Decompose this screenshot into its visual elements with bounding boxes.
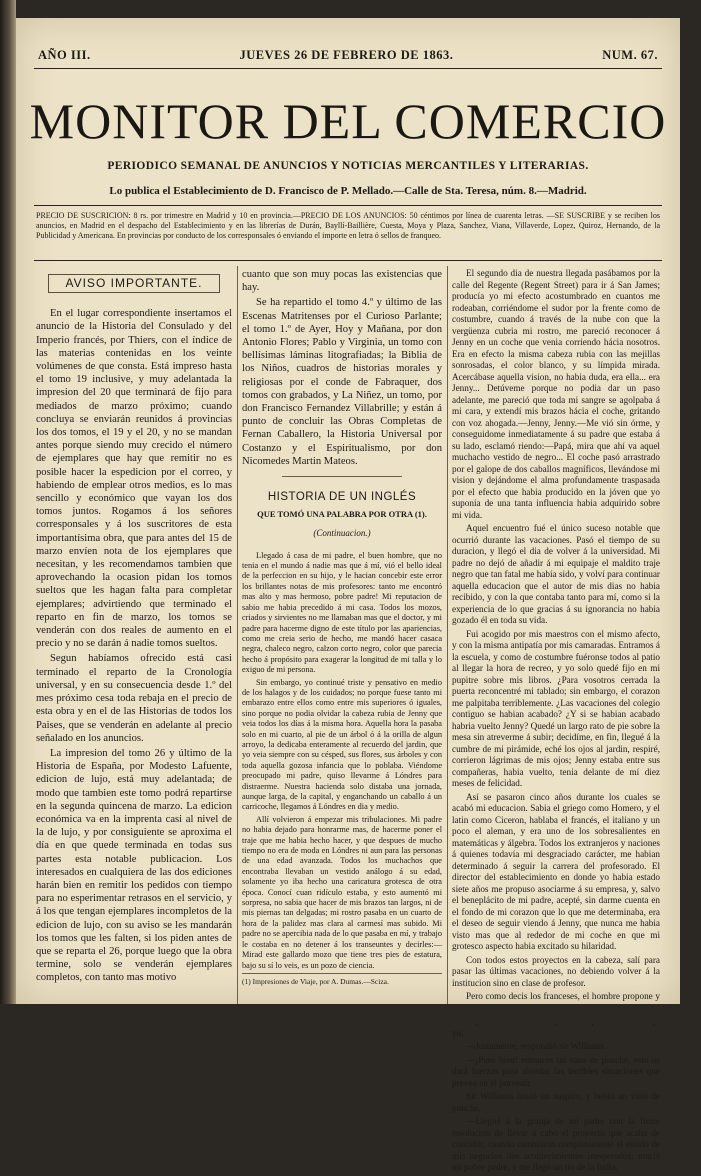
story-subtitle: QUE TOMÓ UNA PALABRA POR OTRA (1). bbox=[257, 509, 427, 520]
column-divider-1 bbox=[237, 266, 238, 1006]
story-footnote: (1) Impresiones de Viaje, por A. Dumas.—Sciza. bbox=[242, 973, 442, 987]
story-paragraph: Con todos estos proyectos en la cabeza, salí para pasar las últimas vacaciones, no debiendo volver á la institucion sino en clase de profesor. bbox=[452, 954, 660, 988]
aviso-paragraph: La impresion del tomo 26 y último de la Historia de España, por Modesto Lafuente, edicion de lujo, está muy adelantada; de modo que tambien este tomo podrá repartirse en la segunda quincena de marzo. La edicion económica va en la imprenta casi al nivel de la de lujo, y por consiguiente se aproxima el día en que quede terminada en todas sus partes esta notable publicacion. Los interesados en cualquiera de las dos ediciones harán bien en remitir los pedidos con tiempo para no esperimentar retrasos en el servicio, y á los que tengan ejemplares incompletos de la edicion de lujo, con su aviso se les mandarán los tomos que les falten, si los piden antes de que se reparta el 26, porque luego que la obra termine, solo se venderán ejemplares completos, con tanto mas motivo bbox=[36, 747, 232, 984]
story-paragraph: Sir Williams lanzó un suspiro, y bebió un vaso de ponche. bbox=[452, 1091, 660, 1113]
column-1 bbox=[36, 268, 232, 987]
story-paragraph: Llegado á casa de mi padre, el buen hombre, que no tenia en el mundo á nadie mas que á mí, vió el bello ideal de la perfeccion en su hijo, y le hacian concebir este error los brillantes notas de mis profesores: tanto me encontró mas alto y mas hermoso, pobre padre! Mi reputacion de sabio me habia precedido á mi casa. Todos los mozos, criados y sirvientes no me llamaban mas que el doctor, y mi padre para hacerme digno de este título por las apariencias, como me creia serio de hecho, me mandó hacer casaca negra, chaleco negro, calzon corto negro, color que parecia hecho á propósito para exagerar la longitud de mi talla y lo exiguo de mi persona. bbox=[242, 550, 442, 675]
page-binding-edge bbox=[0, 0, 16, 1024]
story-title: HISTORIA DE UN INGLÉS bbox=[267, 491, 417, 504]
story-paragraph: —Llegué á la granja de mi padre con la firme resolucion de llevar á cabo el proyecto que acaba de concebir, cuando cambiaron completamente el estado de mis negocios dos acontecimientos inesperados: murió mi pobre padre, y me llegó un tio de la India. bbox=[452, 1116, 660, 1172]
issue-year: AÑO III. bbox=[38, 48, 91, 62]
notice-bottom-rule bbox=[34, 260, 662, 261]
column-3 bbox=[452, 268, 660, 1176]
page-bottom-edge bbox=[0, 1004, 701, 1024]
story-paragraph: yo. bbox=[452, 1027, 464, 1038]
newspaper-page bbox=[16, 18, 680, 1172]
story-paragraph: Aquel encuentro fué el único suceso notable que ocurrió durante las vacaciones. Pasó el tiempo de su duracion, y llegó el dia de volver á la universidad. Mi padre no dejó de añadir á mi equipaje el maldito traje negro que tan fatal me había sido, y volví para continuar aquella educacion que el autor de mis dias no habia recibido, y con la que contaba tanto para mí, como si la experiencia de lo que gracias á su ignorancia no habia gozado él en toda su vida. bbox=[452, 523, 660, 625]
story-paragraph: —Justamente, respondió sir Williams. bbox=[466, 1041, 607, 1051]
publisher-line: Lo publica el Establecimiento de D. Francisco de P. Mellado.—Calle de Sta. Teresa, núm. 8.—Madrid. bbox=[109, 185, 587, 197]
aviso-heading: AVISO IMPORTANTE. bbox=[48, 274, 220, 293]
issue-number: NUM. 67. bbox=[602, 48, 658, 62]
masthead-subtitle: PERIODICO SEMANAL DE ANUNCIOS Y NOTICIAS MERCANTILES Y LITERARIAS. bbox=[107, 160, 589, 172]
aviso-paragraph: Segun habíamos ofrecido está casi terminado el reparto de la Cronología universal, y en su consecuencia desde 1.º del mes próximo cesa toda rebaja en el precio de esta obra y en el de las Historias de todos los Paises, que se venderán en adelante al precio señalado en los anuncios. bbox=[36, 653, 232, 744]
story-paragraph: Allí volvieron á empezar mis tribulaciones. Mi padre no habia dejado para honrarme mas, de hacerme poner el traje que me habia hecho hacer, y que despues de mucho tiempo no era de moda en Lóndres ni aun para las personas de una edad avanzada. Todos los muchachos que encontraba llevaban un vestido análogo á su edad, solamente yo iba hecho una caricatura grotesca de otra época. Conocí cuan ridículo estaba, y esto aumentó mi sorpresa, no sabia que hacer de mis brazos tan largos, ni de mis piernas tan delgadas; mi rostro pasaba en un cuarto de hora de la palidez mas clara al carmesí mas subido. Mi padre no se apercibia nada de lo que pasaba en mí, y trabajo le costaba en no detener á los transeuntes y decirles:—Mirad este gallardo mozo que tiene tres pies de estatura, bajo su sí lo veis, es un pozo de ciencia. bbox=[242, 814, 442, 970]
column2-paragraph: cuanto que son muy pocas las existencias que hay. bbox=[242, 269, 442, 294]
story-paragraph: Así se pasaron cinco años durante los cuales se acabó mi educacion. Sabia el griego como Homero, y el latin como Ciceron, hablaba el francés, el italiano y un poco el aleman, y era uno de los sobresalientes en matemáticas y álgebra. Todos los extranjeros y naciones á quienes todavía mi desgraciado carácter, me habian determinado á seguir la carrera del profesorado. El director del establecimiento en donde yo habia estado siete años me propuso asociarme á su empresa, y, salvo el beneplácito de mi padre, acepté, sin darme cuenta en el fondo de mi corazon que lo que me determinaba, era el deseo de seguir viendo á Jenny, que nunca me habia visto mas que al rededor de mi coche en que mi grotesco aspecto habia excitado su hilaridad. bbox=[452, 791, 660, 951]
story-continuation: (Continuacion.) bbox=[313, 528, 371, 539]
top-rule bbox=[34, 68, 662, 69]
story-paragraph: Sin embargo, yo continué triste y pensativo en medio de los halagos y de los cuidados; no porque fuese tanto mi embarazo entre ellos como entre mis superiores ó iguales, sino porque no podia olvidar la cabeza rubia de Jenny que veia todos los días á la misma hora. Aquella hora la pasaba solo en mi cuarto, al pie de un árbol ó á la orilla de algun arroyo, la dedicaba enteramente al recuerdo del jardin, que yo veia siempre con su césped, sus flores, sus árboles y con toda aquella gozosa infancia que lo poblaba. Viéndome preocupado mi padre, quiso llevarme á Lóndres para distraerme. Nuestra hacienda solo distaba una jornada, aunque larga, de la capital, y enganchando un caballo á un carricoche, llegamos á Lóndres en dia y medio. bbox=[242, 677, 442, 812]
issue-date: JUEVES 26 DE FEBRERO DE 1863. bbox=[239, 48, 454, 62]
subscription-notices: PRECIO DE SUSCRICION: 8 rs. por trimestre en Madrid y 10 en provincia.—PRECIO DE LOS ANUNCIOS: 50 céntimos por línea de cuarenta letras. —SE SUSCRIBE y se reciben los anuncios, en Madrid en el despacho del Establecimiento y en las librerías de Durán, Bayllí-Baillière, Cuesta, Moya y Plaza, Sanchez, Viana, Villaverde, Lopez, Quiroz, Hernando, de la Publicidad y Americana. En provincias por conducto de los corresponsales ó enviando el importe en letra ó sellos de franqueo. bbox=[36, 211, 660, 240]
column-divider-2 bbox=[447, 266, 448, 1006]
column-2 bbox=[242, 268, 442, 989]
masthead-title: MONITOR DEL COMERCIO bbox=[29, 93, 667, 149]
story-paragraph: Pero como decis los franceses, el hombre propone y bbox=[466, 991, 660, 1001]
story-paragraph: —¡Pues bien! entonces un vaso de ponche, esto os dará fuerzas para abordar las terribles situaciones que preveo en el porvenir. bbox=[452, 1054, 660, 1088]
section-separator bbox=[282, 476, 402, 477]
notice-top-rule bbox=[34, 205, 662, 206]
story-paragraph: Fui acogido por mis maestros con el mismo afecto, y con la misma antipatía por mis camaradas. Entramos á la escuela, y como de costumbre fuéronse todos al patio al llegar la hora de recreo, y yo solo quedé fijo en mi pupitre sobre mis libros. ¿Para vosotros cerrada la puerta reconcentré mi tablado; sin embargo, el corazon me palpitaba terriblemente. ¿Las vacaciones del colegio contiguo se habian acabado? ¿Y si se habian acabado habria vuelto Jenny? Quedé un largo rato de pie sobre la mesa sin atreverme á subir; decidíme, en fin, llegué á la cumbre de mi pirámide, eché los ojos al jardin, respiré, corrieron lágrimas de mis ojos; Jenny estaba entre sus compañeras, habia vuelto, tenia delante de mí diez meses de felicidad. bbox=[452, 628, 660, 788]
column2-paragraph: Se ha repartido el tomo 4.º y último de las Escenas Matritenses por el Curioso Parlante; el tomo 1.º de Ayer, Hoy y Mañana, por don Antonio Flores; Pablo y Virginia, un tomo con bellísimas láminas litografiadas; la Biblia de los Niños, cuadros de historias morales y religiosas por el conde de Fabraquer, dos tomos con grabados, y La Niñez, un tomo, por don Francisco Fernandez Villabrille; y están á punto de concluir las Obras Completas de Fernan Caballero, la Historia Universal por Costanzo y el Espiritualismo, por don Nicomedes Martin Mateos. bbox=[242, 297, 442, 467]
issue-info-line bbox=[38, 48, 658, 63]
aviso-paragraph: En el lugar correspondiente insertamos el anuncio de la Historia del Consulado y del Imperio francés, por Thiers, con el índice de las materias contenidas en los veinte volúmenes de que consta. Está impreso hasta el tomo 19 inclusive, y muy adelantada la impresion del 20 que terminará de fijo para mediados de marzo próximo; cuando concluya se enviarán reunidos á provincias los dos tomos, el 19 y el 20, y no se mandan antes porque siendo muy crecido el número de ejemplares que hay que remitir no es posible hacer la espedicion por el correo, y habiendo de emplear otros medios, es lo mas sencillo y económico que vayan los dos tomos juntos. Rogamos á los señores corresponsales y á los suscritores de esta importantísima obra, que para antes del 15 de marzo envíen nota de los ejemplares que necesitan, y les recomendamos tambien que aprovechando la ocasion pidan los tomos sueltos que les hagan falta para completar ejemplares; advirtiendo que terminado el reparto en fin de marzo, los tomos se venderán con dos reales de aumento en el precio y no se darán á nadie tomos sueltos. bbox=[36, 308, 232, 650]
story-paragraph: El segundo dia de nuestra llegada pasábamos por la calle del Regente (Regent Street) para ir á San James; producía yo mi efecto acostumbrado en cuantos me rodeaban, corriéndome el sudor por la frente como de costumbre, cuando á través de la nube con que la vergüenza cubria mi rostro, me pareció reconocer á Jenny en un coche que venia corriendo hácia nosotros. Era en efecto la misma cabeza rubia con las mejillas sonrosadas, el color blanco, y su límpida mirada. Acercábase aquella vision, no habia duda, era ella... era Jenny... Detúveme porque no podia dar un paso adelante, me pareció que toda mi sangre se agolpaba á mi cara, y extendí mis brazos hácia el coche, gritando con voz ahogada.—Jenny, Jenny.—Me vió sin órme, y conseguidome inmediatamente á su padre que estaba á su lado, esclamó riendo:—Papá, mira que ahí va aquel muchacho vestido de negro... El coche pasó arrastrado por el galope de dos caballos magníficos, llevándose mi vision y dejándome el alma profundamente traspasada por el efecto que habia producido en la jóven que yo suponía de una tanta influencia habia adquirido sobre mi vida. bbox=[452, 268, 660, 520]
